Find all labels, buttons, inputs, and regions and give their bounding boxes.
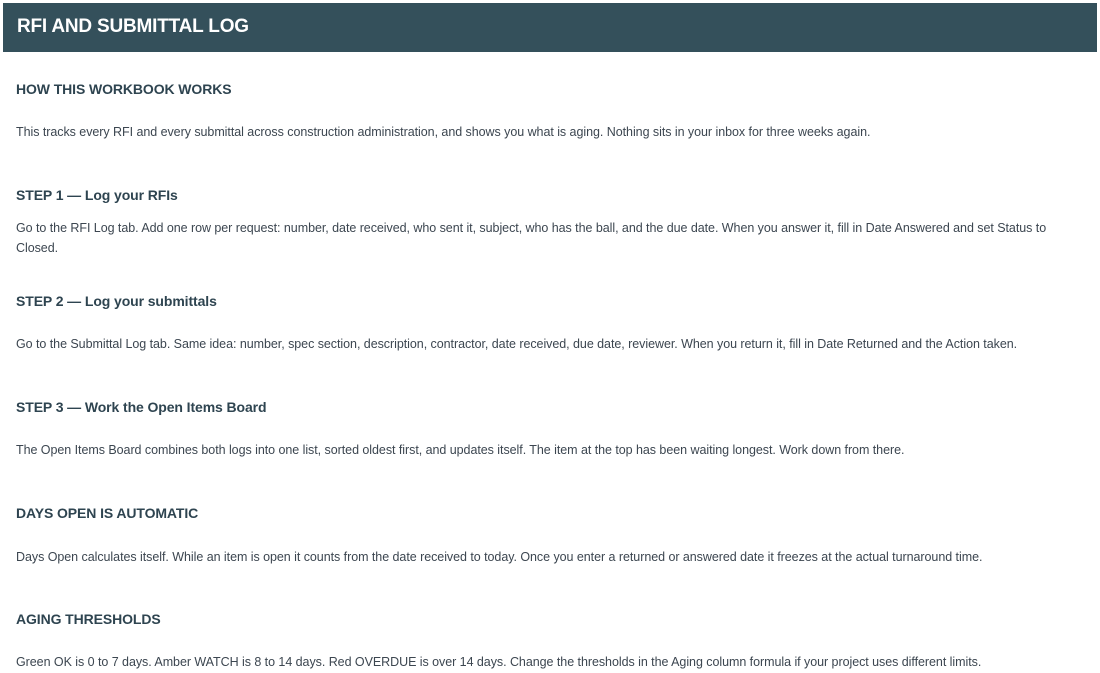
heading-aging-thresholds: AGING THRESHOLDS — [16, 611, 161, 627]
text-step-2: Go to the Submittal Log tab. Same idea: number, spec section, description, contractor, date received, due date, reviewer. When you return it, fill in Date Returned and the Action taken. — [16, 337, 1018, 351]
text-step-3: The Open Items Board combines both logs into one list, sorted oldest first, and updates itself. The item at the top has been waiting longest. Work down from there. — [16, 443, 905, 457]
heading-step-1: STEP 1 — Log your RFIs — [16, 187, 178, 203]
text-step-1: Go to the RFI Log tab. Add one row per request: number, date received, who sent it, subject, who has the ball, and the due date. When you answer it, fill in Date Answered and set Status to Closed. — [16, 221, 1047, 255]
heading-how-it-works: HOW THIS WORKBOOK WORKS — [16, 81, 232, 97]
text-aging-thresholds: Green OK is 0 to 7 days. Amber WATCH is 8 to 14 days. Red OVERDUE is over 14 days. Change the thresholds in the Aging column formula if your project uses different limits. — [16, 655, 982, 669]
sheet-title: RFI AND SUBMITTAL LOG — [17, 16, 249, 37]
heading-days-open: DAYS OPEN IS AUTOMATIC — [16, 505, 199, 521]
text-how-it-works: This tracks every RFI and every submittal across construction administration, and shows you what is aging. Nothing sits in your inbox for three weeks again. — [16, 125, 871, 139]
heading-step-3: STEP 3 — Work the Open Items Board — [16, 399, 267, 415]
text-days-open: Days Open calculates itself. While an item is open it counts from the date received to today. Once you enter a returned or answered date it freezes at the actual turnaround time. — [16, 550, 983, 564]
heading-step-2: STEP 2 — Log your submittals — [16, 293, 217, 309]
title-bar — [3, 3, 1097, 52]
